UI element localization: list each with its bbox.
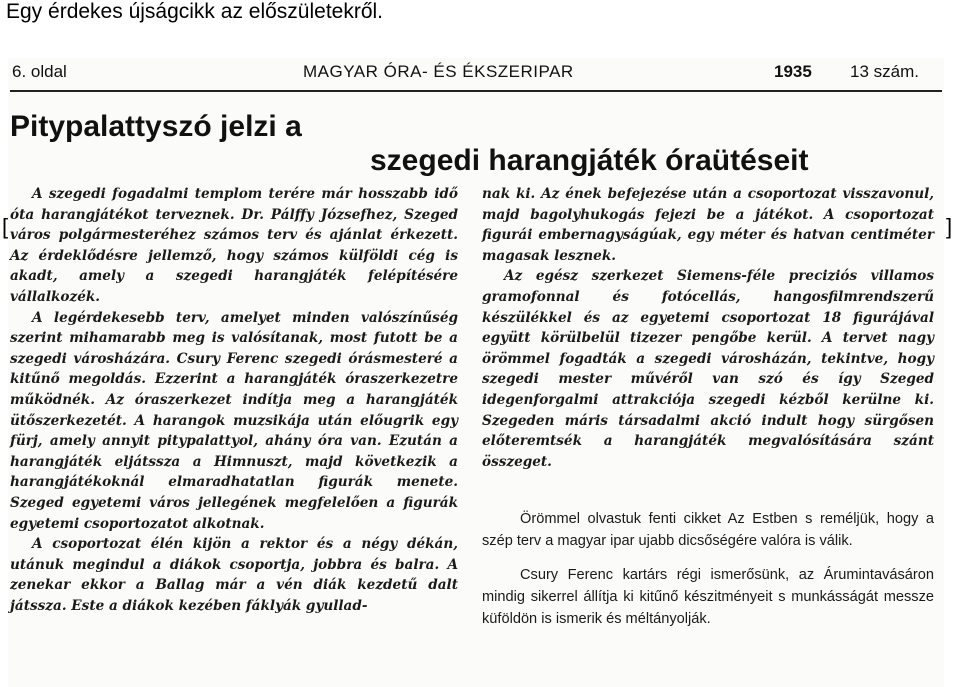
paragraph: A szegedi fogadalmi templom terére már hosszabb idő óta harangjátékot terveznek. Dr. Pálffy Józsefhez, Szeged város polgármesteréhez számos terv és ajánlat érkezett. Az érdeklődésre jellemző, hogy számos külföldi cég is akadt, amely a szegedi harangjáték felépítésére vállalkozék.: [10, 186, 458, 305]
left-bracket: [: [2, 214, 9, 239]
slide-caption: Egy érdekes újságcikk az előszületekről.: [6, 0, 384, 23]
newspaper-clipping: [8, 58, 944, 687]
paragraph: A csoportozat élén kijön a rektor és a négy dékán, utánuk megindul a diákok csoportja, jobbra és balra. A zenekar ekkor a Ballag már a vén diák kezdetű dalt játssza. Este a diákok kezében fáklyák gyullad-: [10, 536, 458, 614]
paragraph: A legérdekesebb terv, amelyet minden valószínűség szerint mihamarabb meg is valósítanak, most futott be a szegedi városházára. Csury Ferenc szegedi órásmesteré a kitűnő megoldás. Ezzerint a harangjáték óraszerkezetre működnék. Az óraszerkezet indítja meg a harangjáték ütőszerkezetét. A harangok muzsikája után előugrik egy fürj, amely annyit pitypalattyol, ahány óra van. Ezután a harangjáték eljátssza a Himnuszt, majd következik a harangjátékoknál elmaradhatatlan figurák menete. Szeged egyetemi város jellegének megfelelően a figurák egyetemi csoportozatot alkotnak.: [10, 309, 458, 532]
note-paragraph: Örömmel olvastuk fenti cikket Az Estben s reméljük, hogy a szép terv a magyar ipar ujabb dicsőségére valóra is válik.: [482, 511, 934, 549]
editor-note: [482, 508, 934, 630]
headline-line-2: szegedi harangjáték óraütéseit: [370, 144, 809, 177]
paragraph: nak ki. Az ének befejezése után a csoportozat visszavonul, majd bagolyhukogás fejezi be a játékot. A csoportozat figurái embernagyságúak, egy méter és hatvan centiméter magasak lesznek.: [482, 186, 934, 264]
headline-line-1: Pitypalattyszó jelzi a: [10, 110, 302, 143]
note-paragraph: Csury Ferenc kartárs régi ismerősünk, az Árumintavásáron mindig sikerrel állítja ki kitűnő készitményeit s munkásságát messze küföldön is ismerik és méltányolják.: [482, 567, 934, 627]
issue-number: 13 szám.: [850, 62, 919, 81]
article-left-column: [10, 184, 458, 616]
magazine-title: MAGYAR ÓRA- ÉS ÉKSZERIPAR: [303, 62, 574, 81]
header-rule: [10, 90, 942, 92]
article-right-column: [482, 184, 934, 472]
page-header: [8, 62, 944, 84]
paragraph: Az egész szerkezet Siemens-féle preciziós villamos gramofonnal és fotócellás, hangosfilmrendszerű készülékkel és az egyetemi csoportozat 18 figurájával együtt körülbelül tizezer pengőbe kerül. A tervet nagy örömmel fogadták a szegedi városházán, tekintve, hogy szegedi mester művéről van szó és így Szeged idegenforgalmi attrakciója szegedi kézből kerülne ki. Szegeden máris társadalmi akció indult hogy sürgősen előteremtsék a harangjáték megvalósítására szánt összeget.: [482, 268, 934, 470]
year: 1935: [774, 62, 812, 81]
right-bracket: ]: [946, 214, 953, 239]
page-number: 6. oldal: [12, 62, 67, 81]
